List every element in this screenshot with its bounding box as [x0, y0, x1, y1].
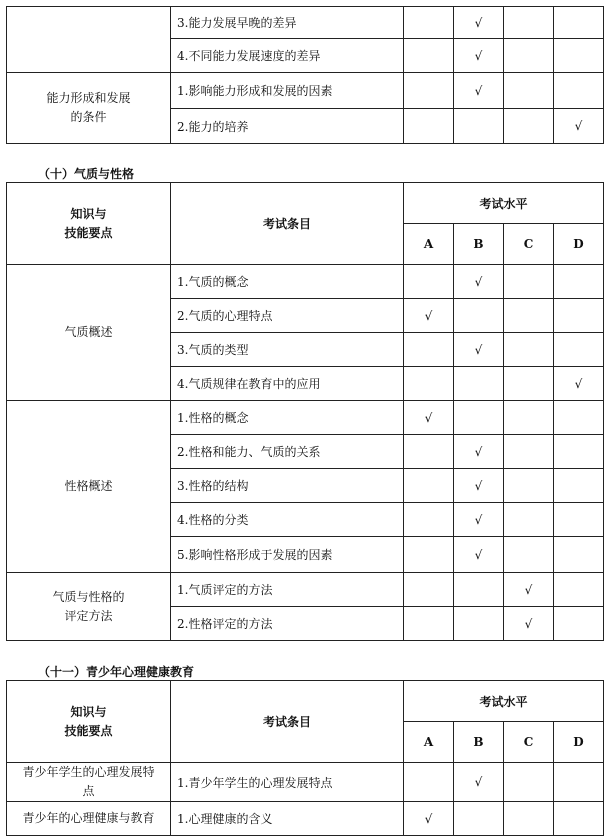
check-mark: √	[474, 342, 483, 357]
level-d-cell	[554, 537, 604, 573]
level-a-cell	[404, 573, 454, 607]
level-a-cell	[404, 537, 454, 573]
level-d-cell	[554, 73, 604, 109]
header-level-d: D	[554, 722, 604, 763]
level-d-cell	[554, 503, 604, 537]
table-row	[7, 573, 604, 607]
level-a-cell	[404, 469, 454, 503]
level-a-cell	[404, 607, 454, 641]
level-a-cell	[404, 7, 454, 39]
level-a-cell	[404, 333, 454, 367]
check-mark: √	[474, 478, 483, 493]
level-b-cell	[454, 607, 504, 641]
level-c-cell	[504, 435, 554, 469]
check-mark: √	[474, 48, 483, 63]
level-b-cell	[454, 265, 504, 299]
exam-item-cell: 4.气质规律在教育中的应用	[171, 367, 404, 401]
header-level-c: C	[504, 722, 554, 763]
level-d-cell	[554, 802, 604, 836]
exam-item-cell: 4.性格的分类	[171, 503, 404, 537]
level-c-cell	[504, 401, 554, 435]
level-b-cell	[454, 367, 504, 401]
knowledge-area-cell: 青少年的心理健康与教育	[7, 802, 171, 836]
section-title-temperament-character: （十）气质与性格	[38, 167, 135, 181]
level-c-cell	[504, 367, 554, 401]
knowledge-area-cell: 气质与性格的 评定方法	[7, 573, 171, 641]
knowledge-area-cell: 能力形成和发展 的条件	[7, 73, 171, 144]
level-b-cell	[454, 469, 504, 503]
level-c-cell	[504, 573, 554, 607]
check-mark: √	[524, 582, 533, 597]
knowledge-area-cell: 气质概述	[7, 265, 171, 401]
level-d-cell	[554, 265, 604, 299]
check-mark: √	[424, 308, 433, 323]
level-a-cell	[404, 367, 454, 401]
level-a-cell	[404, 73, 454, 109]
level-c-cell	[504, 109, 554, 144]
header-exam-item: 考试条目	[171, 183, 404, 265]
header-knowledge-area: 知识与 技能要点	[7, 183, 171, 265]
check-mark: √	[474, 444, 483, 459]
level-a-cell	[404, 299, 454, 333]
level-d-cell	[554, 435, 604, 469]
level-b-cell	[454, 7, 504, 39]
level-c-cell	[504, 503, 554, 537]
level-b-cell	[454, 109, 504, 144]
level-c-cell	[504, 469, 554, 503]
level-d-cell	[554, 607, 604, 641]
level-a-cell	[404, 265, 454, 299]
check-mark: √	[574, 119, 583, 133]
exam-item-cell: 2.性格和能力、气质的关系	[171, 435, 404, 469]
header-level-c: C	[504, 224, 554, 265]
header-exam-level: 考试水平	[404, 183, 604, 224]
level-c-cell	[504, 299, 554, 333]
level-a-cell	[404, 401, 454, 435]
table-adolescent-mental-health	[6, 680, 604, 836]
level-d-cell	[554, 299, 604, 333]
level-a-cell	[404, 435, 454, 469]
table-row	[7, 73, 604, 109]
header-level-b: B	[454, 722, 504, 763]
exam-item-cell: 2.气质的心理特点	[171, 299, 404, 333]
check-mark: √	[474, 15, 483, 30]
check-mark: √	[574, 376, 583, 391]
table-temperament-character	[6, 182, 604, 641]
table-ability-continued	[6, 6, 604, 144]
header-level-a: A	[404, 722, 454, 763]
level-c-cell	[504, 39, 554, 73]
level-a-cell	[404, 109, 454, 144]
level-a-cell	[404, 763, 454, 802]
exam-item-cell: 2.能力的培养	[171, 109, 404, 144]
level-a-cell	[404, 802, 454, 836]
level-d-cell	[554, 367, 604, 401]
level-c-cell	[504, 763, 554, 802]
knowledge-area-cell	[7, 7, 171, 73]
header-exam-item: 考试条目	[171, 681, 404, 763]
exam-item-cell: 2.性格评定的方法	[171, 607, 404, 641]
header-level-d: D	[554, 224, 604, 265]
knowledge-area-cell: 性格概述	[7, 401, 171, 573]
level-b-cell	[454, 573, 504, 607]
level-c-cell	[504, 537, 554, 573]
exam-item-cell: 3.气质的类型	[171, 333, 404, 367]
level-b-cell	[454, 299, 504, 333]
level-d-cell	[554, 333, 604, 367]
section-title-adolescent-mental-health: （十一）青少年心理健康教育	[38, 665, 195, 679]
level-b-cell	[454, 39, 504, 73]
exam-item-cell: 1.影响能力形成和发展的因素	[171, 73, 404, 109]
header-knowledge-area: 知识与 技能要点	[7, 681, 171, 763]
level-b-cell	[454, 802, 504, 836]
header-exam-level: 考试水平	[404, 681, 604, 722]
exam-item-cell: 1.心理健康的含义	[171, 802, 404, 836]
level-c-cell	[504, 73, 554, 109]
table-row	[7, 763, 604, 802]
level-d-cell	[554, 39, 604, 73]
level-d-cell	[554, 109, 604, 144]
exam-item-cell: 1.性格的概念	[171, 401, 404, 435]
level-b-cell	[454, 73, 504, 109]
check-mark: √	[474, 83, 483, 98]
exam-item-cell: 5.影响性格形成于发展的因素	[171, 537, 404, 573]
table-row	[7, 802, 604, 836]
table-row	[7, 7, 604, 39]
level-c-cell	[504, 7, 554, 39]
exam-item-cell: 4.不同能力发展速度的差异	[171, 39, 404, 73]
check-mark: √	[524, 616, 533, 631]
level-a-cell	[404, 503, 454, 537]
level-d-cell	[554, 763, 604, 802]
level-b-cell	[454, 401, 504, 435]
check-mark: √	[474, 274, 483, 289]
check-mark: √	[424, 811, 433, 826]
level-b-cell	[454, 333, 504, 367]
level-b-cell	[454, 763, 504, 802]
exam-item-cell: 3.能力发展早晚的差异	[171, 7, 404, 39]
check-mark: √	[474, 512, 483, 527]
check-mark: √	[474, 547, 483, 562]
check-mark: √	[424, 410, 433, 425]
level-d-cell	[554, 7, 604, 39]
level-c-cell	[504, 802, 554, 836]
level-d-cell	[554, 573, 604, 607]
level-a-cell	[404, 39, 454, 73]
exam-item-cell: 1.气质的概念	[171, 265, 404, 299]
table-row	[7, 265, 604, 299]
level-b-cell	[454, 435, 504, 469]
exam-item-cell: 1.青少年学生的心理发展特点	[171, 763, 404, 802]
level-d-cell	[554, 469, 604, 503]
header-level-a: A	[404, 224, 454, 265]
exam-item-cell: 3.性格的结构	[171, 469, 404, 503]
level-b-cell	[454, 503, 504, 537]
level-c-cell	[504, 333, 554, 367]
level-b-cell	[454, 537, 504, 573]
knowledge-area-cell: 青少年学生的心理发展特 点	[7, 763, 171, 802]
check-mark: √	[474, 775, 483, 789]
exam-item-cell: 1.气质评定的方法	[171, 573, 404, 607]
level-d-cell	[554, 401, 604, 435]
level-c-cell	[504, 607, 554, 641]
level-c-cell	[504, 265, 554, 299]
header-level-b: B	[454, 224, 504, 265]
table-row	[7, 401, 604, 435]
